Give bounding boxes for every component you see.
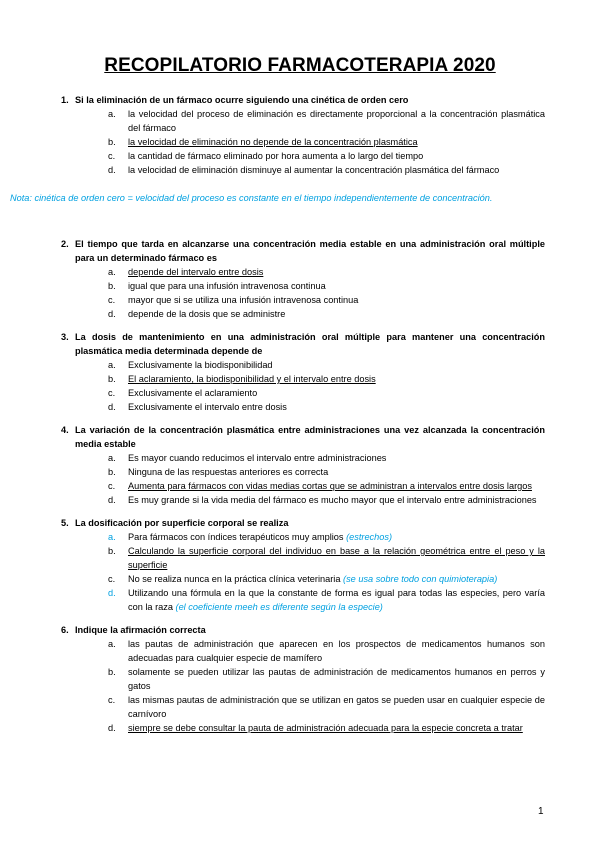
question-number: 4.	[61, 425, 69, 435]
question-6	[61, 623, 545, 637]
annotation: (estrechos)	[346, 532, 393, 542]
option-c: c. Exclusivamente el aclaramiento	[108, 388, 258, 398]
document-title: RECOPILATORIO FARMACOTERAPIA 2020	[104, 55, 496, 76]
option-c: c. mayor que si se utiliza una infusión intravenosa continua	[108, 295, 359, 305]
question-3	[61, 330, 545, 358]
option-c: c. la cantidad de fármaco eliminado por hora aumenta a lo largo del tiempo	[108, 151, 424, 161]
option-a-correct: a. depende del intervalo entre dosis	[108, 267, 264, 277]
annotation: (el coeficiente meeh es diferente según la especie)	[175, 602, 383, 612]
page-number: 1	[538, 806, 544, 817]
option-d: d. Exclusivamente el intervalo entre dosis	[108, 402, 287, 412]
option-a: a. Para fármacos con índices terapéuticos muy amplios (estrechos)	[108, 532, 393, 542]
option-d: d. Es muy grande si la vida media del fármaco es mucho mayor que el intervalo entre administraciones	[108, 495, 537, 505]
option-b: b. igual que para una infusión intravenosa continua	[108, 281, 326, 291]
option-b: b. Ninguna de las respuestas anteriores es correcta	[108, 467, 329, 477]
option-a: a. la velocidad del proceso de eliminación es directamente proporcional a la concentración plasmática del fármaco	[108, 109, 545, 133]
question-list	[10, 93, 545, 735]
option-d: d. la velocidad de eliminación disminuye al aumentar la concentración plasmática del fármaco	[108, 165, 500, 175]
option-b-correct: b. Calculando la superficie corporal del individuo en base a la relación geométrica entre el peso y la superficie	[108, 546, 545, 570]
question-5	[61, 516, 545, 530]
question-text: Si la eliminación de un fármaco ocurre siguiendo una cinética de orden cero	[75, 95, 409, 105]
option-b-correct: b. la velocidad de eliminación no depende de la concentración plasmática	[108, 137, 418, 147]
option-d: d. depende de la dosis que se administre	[108, 309, 286, 319]
question-text: La dosificación por superficie corporal se realiza	[75, 518, 289, 528]
question-number: 6.	[61, 625, 69, 635]
option-d-correct: d. siempre se debe consultar la pauta de administración adecuada para la especie concreta a tratar	[108, 723, 523, 733]
option-c: c. las mismas pautas de administración que se utilizan en gatos se pueden usar en cualquier especie de carnívoro	[108, 695, 545, 719]
question-number: 5.	[61, 518, 69, 528]
question-2	[61, 237, 545, 265]
option-c-correct: c. Aumenta para fármacos con vidas medias cortas que se administran a intervalos entre dosis largos	[108, 481, 532, 491]
question-number: 3.	[61, 332, 69, 342]
question-text: La dosis de mantenimiento en una administración oral múltiple para mantener una concentración plasmática media determinada depende de	[75, 332, 545, 356]
option-b-correct: b. El aclaramiento, la biodisponibilidad y el intervalo entre dosis	[108, 374, 376, 384]
question-text: La variación de la concentración plasmática entre administraciones una vez alcanzada la concentración media estable	[75, 425, 545, 449]
question-4	[61, 423, 545, 451]
question-1	[61, 93, 545, 107]
option-c: c. No se realiza nunca en la práctica clínica veterinaria (se usa sobre todo con quimioterapia)	[108, 574, 498, 584]
option-b: b. solamente se pueden utilizar las pautas de administración de medicamentos humanos en perros y gatos	[108, 667, 545, 691]
option-a: a. las pautas de administración que aparecen en los prospectos de medicamentos humanos son adecuadas para cualquier especie de mamífero	[108, 639, 545, 663]
question-text: El tiempo que tarda en alcanzarse una concentración media estable en una administración oral múltiple para un determinado fármaco es	[75, 239, 545, 263]
option-a: a. Exclusivamente la biodisponibilidad	[108, 360, 273, 370]
question-number: 1.	[61, 95, 69, 105]
question-number: 2.	[61, 239, 69, 249]
option-a: a. Es mayor cuando reducimos el intervalo entre administraciones	[108, 453, 387, 463]
question-text: Indique la afirmación correcta	[75, 625, 206, 635]
note-zero-order: Nota: cinética de orden cero = velocidad del proceso es constante en el tiempo independientemente de concentración.	[10, 193, 493, 203]
option-d: d. Utilizando una fórmula en la que la constante de forma es igual para todas las especies, pero varía con la raza (el coeficiente meeh es diferente según la especie)	[108, 588, 545, 612]
annotation: (se usa sobre todo con quimioterapia)	[343, 574, 498, 584]
